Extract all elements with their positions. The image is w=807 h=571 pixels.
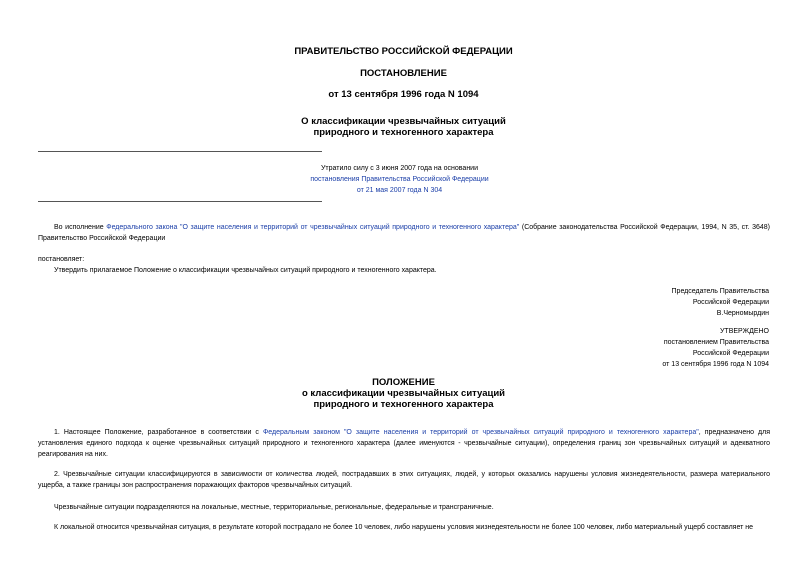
approval-line-4: от 13 сентября 1996 года N 1094 (662, 361, 769, 368)
preamble-suffix: (Собрание законодательства Российской Федерации, 1994, N 35, ст. 3648) Правительство Российской Федерации (38, 224, 771, 242)
repeal-decree-link-line-1[interactable]: постановления Правительства Российской Федерации (310, 176, 489, 183)
regulation-title (0, 377, 807, 410)
regulation-title-line-3: природного и техногенного характера (313, 399, 494, 410)
federal-law-link[interactable]: Федерального закона "О защите населения и территорий от чрезвычайных ситуаций природного и техногенного характера" (106, 224, 520, 231)
status-note-text: Утратило силу с 3 июня 2007 года на основании (320, 165, 479, 172)
divider-bottom (38, 201, 322, 202)
signature-country: Российской Федерации (692, 299, 769, 306)
status-note (0, 163, 803, 196)
preamble-prefix: Во исполнение (54, 224, 107, 231)
approval-block (662, 326, 769, 370)
preamble-paragraph (38, 222, 770, 244)
document-title-line-1: О классификации чрезвычайных ситуаций (301, 116, 506, 127)
repeal-decree-link-line-2[interactable]: от 21 мая 2007 года N 304 (356, 187, 443, 194)
approval-line-2: постановлением Правительства (663, 339, 769, 346)
paragraph-4: К локальной относится чрезвычайная ситуация, в результате которой пострадало не более 10 человек, либо нарушены условия жизнедеятельности не более 100 человек, либо материальный ущерб составляет не (54, 524, 754, 531)
federal-law-link-2[interactable]: Федеральным законом "О защите населения и территорий от чрезвычайных ситуаций природного и техногенного характера" (262, 429, 699, 436)
regulation-title-line-2: о классификации чрезвычайных ситуаций (301, 388, 506, 399)
paragraph-1-prefix: 1. Настоящее Положение, разработанное в соответствии с (54, 429, 263, 436)
signature-block (672, 286, 769, 319)
decides-label: постановляет: (38, 256, 85, 263)
paragraph-2: 2. Чрезвычайные ситуации классифицируются в зависимости от количества людей, пострадавших в этих ситуациях, людей, у которых оказались нарушены условия жизнедеятельности, размера материального ущерба, а также границы зон распространения поражающих факторов чрезвычайных ситуаций. (38, 471, 770, 489)
document-title-line-2: природного и техногенного характера (313, 127, 494, 138)
document-date-number: от 13 сентября 1996 года N 1094 (328, 89, 479, 100)
signature-name: В.Черномырдин (716, 310, 769, 317)
document-title (0, 116, 807, 138)
paragraph-3: Чрезвычайные ситуации подразделяются на локальные, местные, территориальные, региональные, федеральные и трансграничные. (54, 504, 494, 511)
decree-item: Утвердить прилагаемое Положение о классификации чрезвычайных ситуаций природного и техногенного характера. (54, 267, 437, 274)
approval-line-3: Российской Федерации (692, 350, 769, 357)
signature-position: Председатель Правительства (671, 288, 769, 295)
document-type: ПОСТАНОВЛЕНИЕ (360, 68, 447, 79)
paragraph-1-suffix: , предназначено для установления единого подхода к оценке чрезвычайных ситуаций природного и техногенного характера (далее именуются - чрезвычайные ситуации), определения границ зон чрезвычайных ситуаций и адекватного реагирования на них. (38, 429, 770, 458)
divider-top (38, 151, 322, 152)
regulation-title-line-1: ПОЛОЖЕНИЕ (372, 377, 435, 388)
approval-heading: УТВЕРЖДЕНО (719, 328, 769, 335)
paragraph-1 (38, 427, 770, 460)
government-heading: ПРАВИТЕЛЬСТВО РОССИЙСКОЙ ФЕДЕРАЦИИ (294, 46, 513, 57)
